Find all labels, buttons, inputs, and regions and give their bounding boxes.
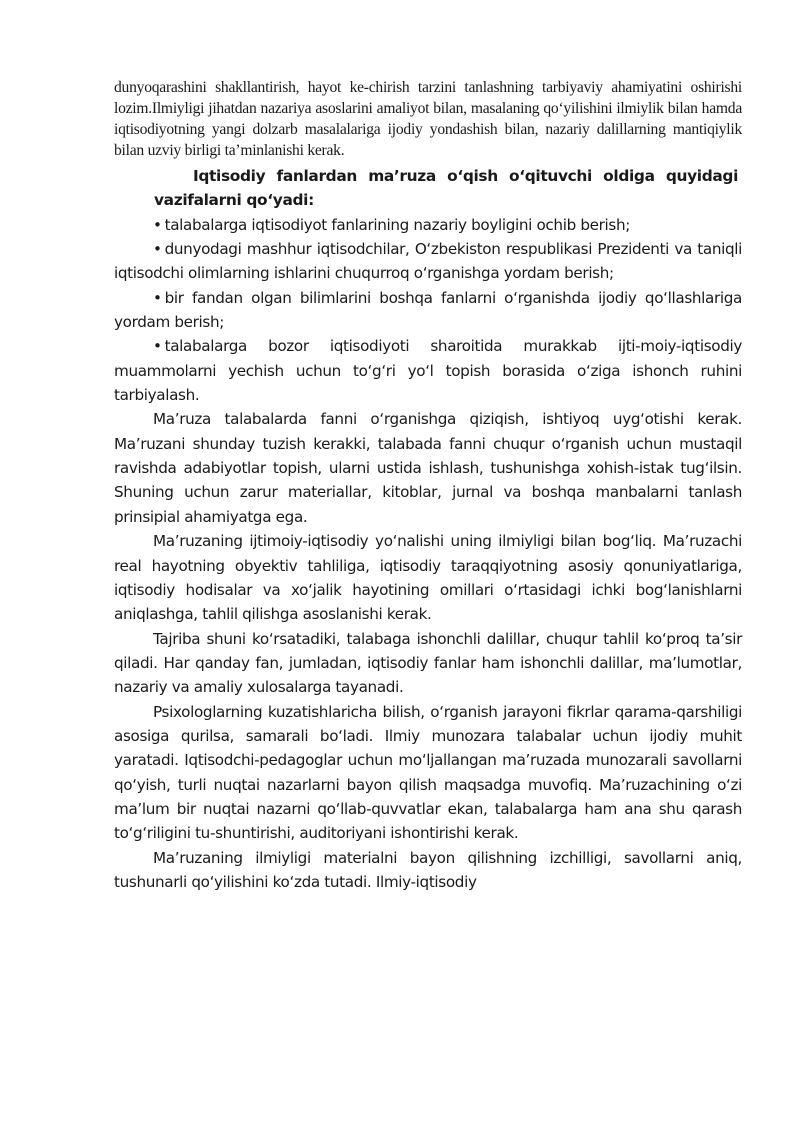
main-text bbox=[114, 164, 742, 894]
section-heading: Iqtisodiy fanlardan ma’ruza o‘qish o‘qituvchi oldiga quyidagi vazifalarni qo‘yadi: bbox=[154, 167, 738, 210]
bullet-item: • talabalarga bozor iqtisodiyoti sharoitida murakkab ijti-moiy-iqtisodiy muammolarni yechish uchun to‘g‘ri yo‘l topish borasida o‘ziga ishonch ruhini tarbiyalash. bbox=[114, 334, 742, 407]
bullet-item: • dunyodagi mashhur iqtisodchilar, O‘zbekiston respublikasi Prezidenti va taniqli iqtisodchi olimlarning ishlarini chuqurroq o‘rganishga yordam berish; bbox=[114, 237, 742, 286]
body-paragraph: Psixologlarning kuzatishlaricha bilish, o‘rganish jarayoni fikrlar qarama-qarshiligi asosiga qurilsa, samarali bo‘ladi. Ilmiy munozara talabalar uchun ijodiy muhit yaratadi. Iqtisodchi-pedagoglar uchun mo‘ljallangan ma’ruzada munozarali savollarni qo‘yish, turli nuqtai nazarlarni bayon qilish maqsadga muvofiq. Ma’ruzachining o‘zi ma’lum bir nuqtai nazarni qo‘llab-quvvatlar ekan, talabalarga ham ana shu qarash to‘g‘riligini tu-shuntirishi, auditoriyani ishontirishi kerak. bbox=[114, 702, 742, 843]
body-paragraph: Ma’ruzaning ilmiyligi materialni bayon qilishning izchilligi, savollarni aniq, tushunarli qo‘yilishini ko‘zda tutadi. Ilmiy-iqtisodiy bbox=[114, 848, 742, 891]
bullet-item: • bir fandan olgan bilimlarini boshqa fanlarni o‘rganishda ijodiy qo‘llashlariga yordam berish; bbox=[114, 286, 742, 335]
body-paragraph: Ma’ruzaning ijtimoiy-iqtisodiy yo‘nalishi uning ilmiyligi bilan bog‘liq. Ma’ruzachi real hayotning obyektiv tahliliga, iqtisodiy taraqqiyotning asosiy qonuniyatlariga, iqtisodiy hodisalar va xo‘jalik hayotining omillari o‘rtasidagi ichki bog‘lanishlarni aniqlashga, tahlil qilishga asoslanishi kerak. bbox=[114, 532, 742, 624]
intro-paragraph: dunyoqarashini shakllantirish, hayot ke-chirish tarzini tanlashning tarbiyaviy ahamiyatini oshirishi lozim.Ilmiyligi jihatdan nazariya asoslarini amaliyot bilan, masalaning qo‘yilishini ilmiylik bilan hamda iqtisodiyotning yangi dolzarb masalalariga ijodiy yondashish bilan, nazariy dalillarning mantiqiylik bilan uzviy birligi ta’minlanishi kerak. bbox=[114, 79, 742, 159]
body-paragraph: Ma’ruza talabalarda fanni o‘rganishga qiziqish, ishtiyoq uyg‘otishi kerak. Ma’ruzani shunday tuzish kerakki, talabada fanni chuqur o‘rganish uchun mustaqil ravishda adabiyotlar topish, ularni ustida ishlash, tushunishga xohish-istak tug‘ilsin. Shuning uchun zarur materiallar, kitoblar, jurnal va boshqa manbalarni tanlash prinsipial ahamiyatga ega. bbox=[114, 410, 742, 526]
body-paragraph: Tajriba shuni ko‘rsatadiki, talabaga ishonchli dalillar, chuqur tahlil ko‘proq ta’sir qiladi. Har qanday fan, jumladan, iqtisodiy fanlar ham ishonchli dalillar, ma’lumotlar, nazariy va amaliy xulosalarga tayanadi. bbox=[114, 629, 742, 697]
bullet-item: • talabalarga iqtisodiyot fanlarining nazariy boyligini ochib berish; bbox=[114, 213, 742, 237]
